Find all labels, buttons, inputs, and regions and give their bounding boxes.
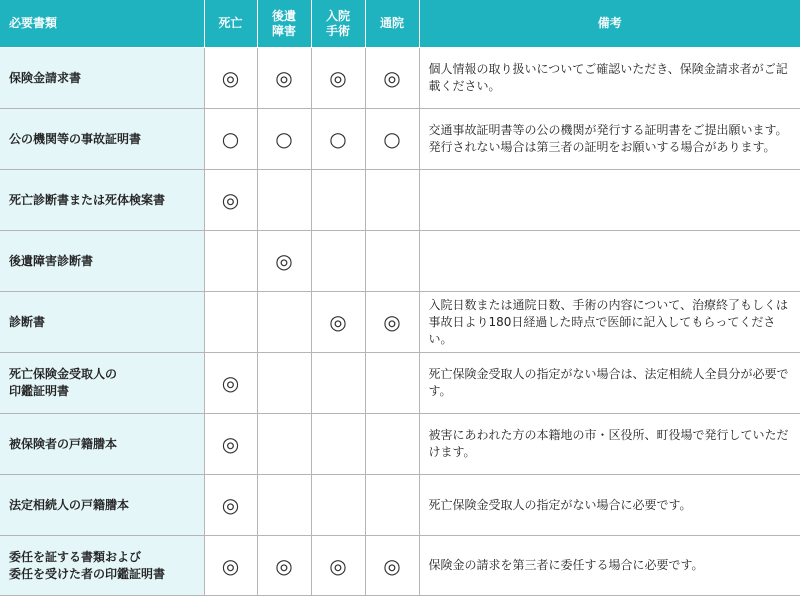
mark-outpatient-symbol: ◎ [383,310,401,334]
document-name: 公の機関等の事故証明書 [0,109,204,170]
table-row [0,475,800,536]
mark-death-symbol: ◎ [221,66,240,90]
mark-disability-symbol: ◎ [275,66,293,90]
mark-death-symbol: ◎ [221,432,240,456]
mark-death [204,231,257,292]
note-text: 死亡保険金受取人の指定がない場合に必要です。 [419,475,800,536]
mark-hospital [311,414,365,475]
table-row [0,109,800,170]
document-name: 後遺障害診断書 [0,231,204,292]
mark-disability-symbol: ◎ [275,553,293,578]
mark-disability [257,353,311,414]
header-hospital: 入院 手術 [311,0,365,48]
note-text: 入院日数または通院日数、手術の内容について、治療終了もしくは事故日より180日経過した時点で医師に記入してもらってください。 [419,292,800,353]
document-name: 死亡診断書または死体検案書 [0,170,204,231]
mark-death [204,292,257,353]
header-disability: 後遺 障害 [257,0,311,48]
note-text [419,231,800,292]
mark-death [204,170,257,231]
mark-outpatient [365,109,419,170]
mark-outpatient [365,414,419,475]
mark-disability-symbol: ○ [275,127,293,151]
mark-outpatient [365,475,419,536]
mark-death [204,536,257,596]
mark-outpatient [365,353,419,414]
table-row [0,292,800,353]
mark-hospital-symbol: ◎ [329,553,347,578]
note-text: 個人情報の取り扱いについてご確認いただき、保険金請求者がご記載ください。 [419,48,800,109]
mark-outpatient [365,231,419,292]
mark-death-symbol: ◎ [221,188,240,212]
mark-hospital [311,170,365,231]
mark-death [204,353,257,414]
mark-death [204,109,257,170]
mark-outpatient-symbol: ○ [383,127,401,151]
mark-hospital-symbol: ◎ [329,310,347,334]
mark-disability [257,292,311,353]
document-name: 委任を証する書類および 委任を受けた者の印鑑証明書 [0,536,204,596]
note-text: 死亡保険金受取人の指定がない場合は、法定相続人全員分が必要です。 [419,353,800,414]
mark-death [204,475,257,536]
mark-hospital [311,231,365,292]
mark-outpatient [365,536,419,596]
document-name: 診断書 [0,292,204,353]
mark-hospital [311,292,365,353]
mark-outpatient [365,170,419,231]
document-name: 被保険者の戸籍謄本 [0,414,204,475]
mark-disability [257,109,311,170]
table-row [0,536,800,596]
mark-death-symbol: ○ [221,127,240,151]
mark-death-symbol: ◎ [221,553,240,578]
note-text [419,170,800,231]
document-name: 死亡保険金受取人の 印鑑証明書 [0,353,204,414]
mark-hospital [311,536,365,596]
mark-disability [257,414,311,475]
mark-outpatient-symbol: ◎ [383,553,401,578]
note-text: 被害にあわれた方の本籍地の市・区役所、町役場で発行していただけます。 [419,414,800,475]
mark-hospital [311,353,365,414]
header-notes: 備考 [419,0,800,48]
mark-disability-symbol: ◎ [275,249,293,273]
document-name: 法定相続人の戸籍謄本 [0,475,204,536]
mark-disability [257,231,311,292]
table-row [0,170,800,231]
table-row [0,48,800,109]
mark-death [204,414,257,475]
document-name: 保険金請求書 [0,48,204,109]
note-text: 保険金の請求を第三者に委任する場合に必要です。 [419,536,800,596]
mark-hospital-symbol: ○ [329,127,347,151]
table-row [0,353,800,414]
mark-hospital [311,475,365,536]
mark-disability [257,475,311,536]
header-outpatient: 通院 [365,0,419,48]
table-row [0,414,800,475]
mark-hospital [311,48,365,109]
mark-hospital [311,109,365,170]
header-docs: 必要書類 [0,0,204,48]
mark-death-symbol: ◎ [221,371,240,395]
mark-death [204,48,257,109]
note-text: 交通事故証明書等の公の機関が発行する証明書をご提出願います。発行されない場合は第三者の証明をお願いする場合があります。 [419,109,800,170]
mark-outpatient [365,292,419,353]
mark-outpatient-symbol: ◎ [383,66,401,90]
mark-disability [257,48,311,109]
mark-disability [257,536,311,596]
header-row [0,0,800,48]
mark-outpatient [365,48,419,109]
header-death: 死亡 [204,0,257,48]
mark-disability [257,170,311,231]
mark-hospital-symbol: ◎ [329,66,347,90]
table-row [0,231,800,292]
mark-death-symbol: ◎ [221,493,240,517]
